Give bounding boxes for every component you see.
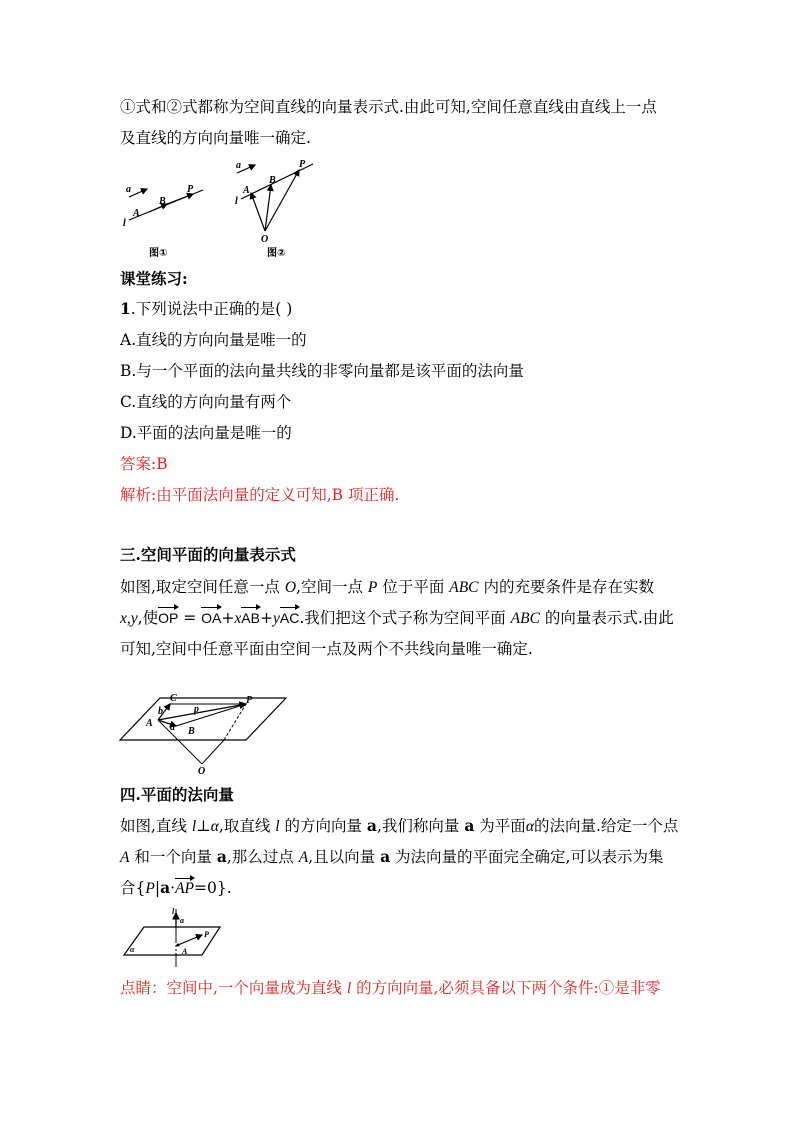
option-d: D.平面的法向量是唯一的 bbox=[120, 424, 292, 442]
fig2-label-A: A bbox=[243, 185, 250, 196]
fig2-caption: 图② bbox=[267, 248, 286, 259]
section3-paragraph-line-3: 可知,空间中任意平面由空间一点及两个不共线向量唯一确定. bbox=[120, 640, 533, 658]
figure-3 bbox=[118, 690, 290, 776]
fig2-label-B: B bbox=[269, 175, 276, 186]
figure-1 bbox=[115, 178, 215, 258]
fig4-label-A: A bbox=[182, 947, 188, 956]
fig3-label-P: P bbox=[246, 695, 253, 706]
note-line: 点睛：空间中,一个向量成为直线 l 的方向向量,必须具备以下两个条件:①是非零 bbox=[120, 979, 661, 997]
fig2-label-a: a bbox=[236, 160, 241, 171]
fig2-vector-oa bbox=[251, 193, 265, 231]
fig1-label-B: B bbox=[159, 196, 166, 207]
fig1-caption: 图① bbox=[149, 248, 168, 258]
section3-paragraph-line-1: 如图,取定空间任意一点 O,空间一点 P 位于平面 ABC 内的充要条件是存在实数 bbox=[120, 578, 654, 596]
fig1-label-a: a bbox=[126, 184, 131, 195]
question-number: 1 bbox=[120, 299, 131, 318]
section4-paragraph-line-3: 合{P|a·AP=0}. bbox=[120, 878, 232, 897]
analysis: 解析:由平面法向量的定义可知,B 项正确. bbox=[120, 486, 400, 504]
vector-oa: OA bbox=[201, 610, 222, 626]
fig1-label-A: A bbox=[133, 208, 140, 219]
fig2-label-O: O bbox=[261, 234, 269, 245]
fig4-label-a: a bbox=[180, 916, 184, 925]
fig3-line-oa bbox=[158, 720, 202, 764]
exercise-heading: 课堂练习: bbox=[120, 269, 188, 288]
figure-2 bbox=[225, 155, 335, 260]
section4-paragraph-line-2: A 和一个向量 a,那么过点 A,且以向量 a 为法向量的平面完全确定,可以表示为集 bbox=[120, 847, 664, 866]
section3-heading: 三.空间平面的向量表示式 bbox=[120, 545, 296, 564]
fig4-point-A bbox=[177, 944, 180, 947]
fig2-vector-ob bbox=[265, 185, 271, 231]
intro-line-2: 及直线的方向向量唯一确定. bbox=[120, 129, 311, 147]
figure-4 bbox=[118, 905, 224, 971]
fig1-vector-a bbox=[129, 189, 147, 197]
fig1-label-P: P bbox=[187, 184, 194, 195]
question-1 bbox=[120, 299, 292, 319]
fig3-label-p: p bbox=[194, 704, 199, 715]
fig1-label-l: l bbox=[123, 218, 126, 229]
fig3-label-b: b bbox=[158, 706, 163, 717]
fig4-label-l: l bbox=[172, 907, 175, 916]
vector-ac: AC bbox=[279, 610, 300, 626]
answer: 答案:B bbox=[120, 455, 168, 473]
fig3-label-A: A bbox=[146, 718, 153, 729]
fig2-label-l: l bbox=[235, 196, 238, 207]
intro-line-1: ①式和②式都称为空间直线的向量表示式.由此可知,空间任意直线由直线上一点 bbox=[120, 98, 657, 116]
fig3-label-a: a bbox=[170, 722, 175, 733]
fig4-label-alpha: α bbox=[130, 945, 135, 954]
fig3-label-C: C bbox=[170, 693, 177, 704]
option-a: A.直线的方向向量是唯一的 bbox=[120, 331, 307, 349]
vector-ab: AB bbox=[241, 610, 260, 626]
fig3-line-op bbox=[202, 740, 224, 764]
vector-op: OP bbox=[158, 610, 179, 626]
fig2-label-P: P bbox=[299, 159, 306, 170]
option-c: C.直线的方向向量有两个 bbox=[120, 393, 292, 411]
section3-paragraph-line-2: x,y,使OP = OA+xAB+yAC.我们把这个式子称为空间平面 ABC 的向量表示式.由此 bbox=[120, 609, 674, 627]
fig3-label-B: B bbox=[188, 726, 195, 737]
option-b: B.与一个平面的法向量共线的非零向量都是该平面的法向量 bbox=[120, 362, 524, 380]
section4-paragraph-line-1: 如图,直线 l⊥α,取直线 l 的方向向量 a,我们称向量 a 为平面α的法向量.给定一个点 bbox=[120, 816, 679, 835]
vector-ap: AP bbox=[175, 880, 194, 897]
fig1-vector-ap bbox=[167, 194, 193, 204]
question-text: .下列说法中正确的是( ) bbox=[130, 300, 293, 318]
fig4-vector-ap bbox=[178, 935, 202, 945]
fig4-label-P: P bbox=[204, 930, 209, 939]
section4-heading: 四.平面的法向量 bbox=[120, 785, 234, 804]
fig3-label-O: O bbox=[198, 766, 206, 776]
